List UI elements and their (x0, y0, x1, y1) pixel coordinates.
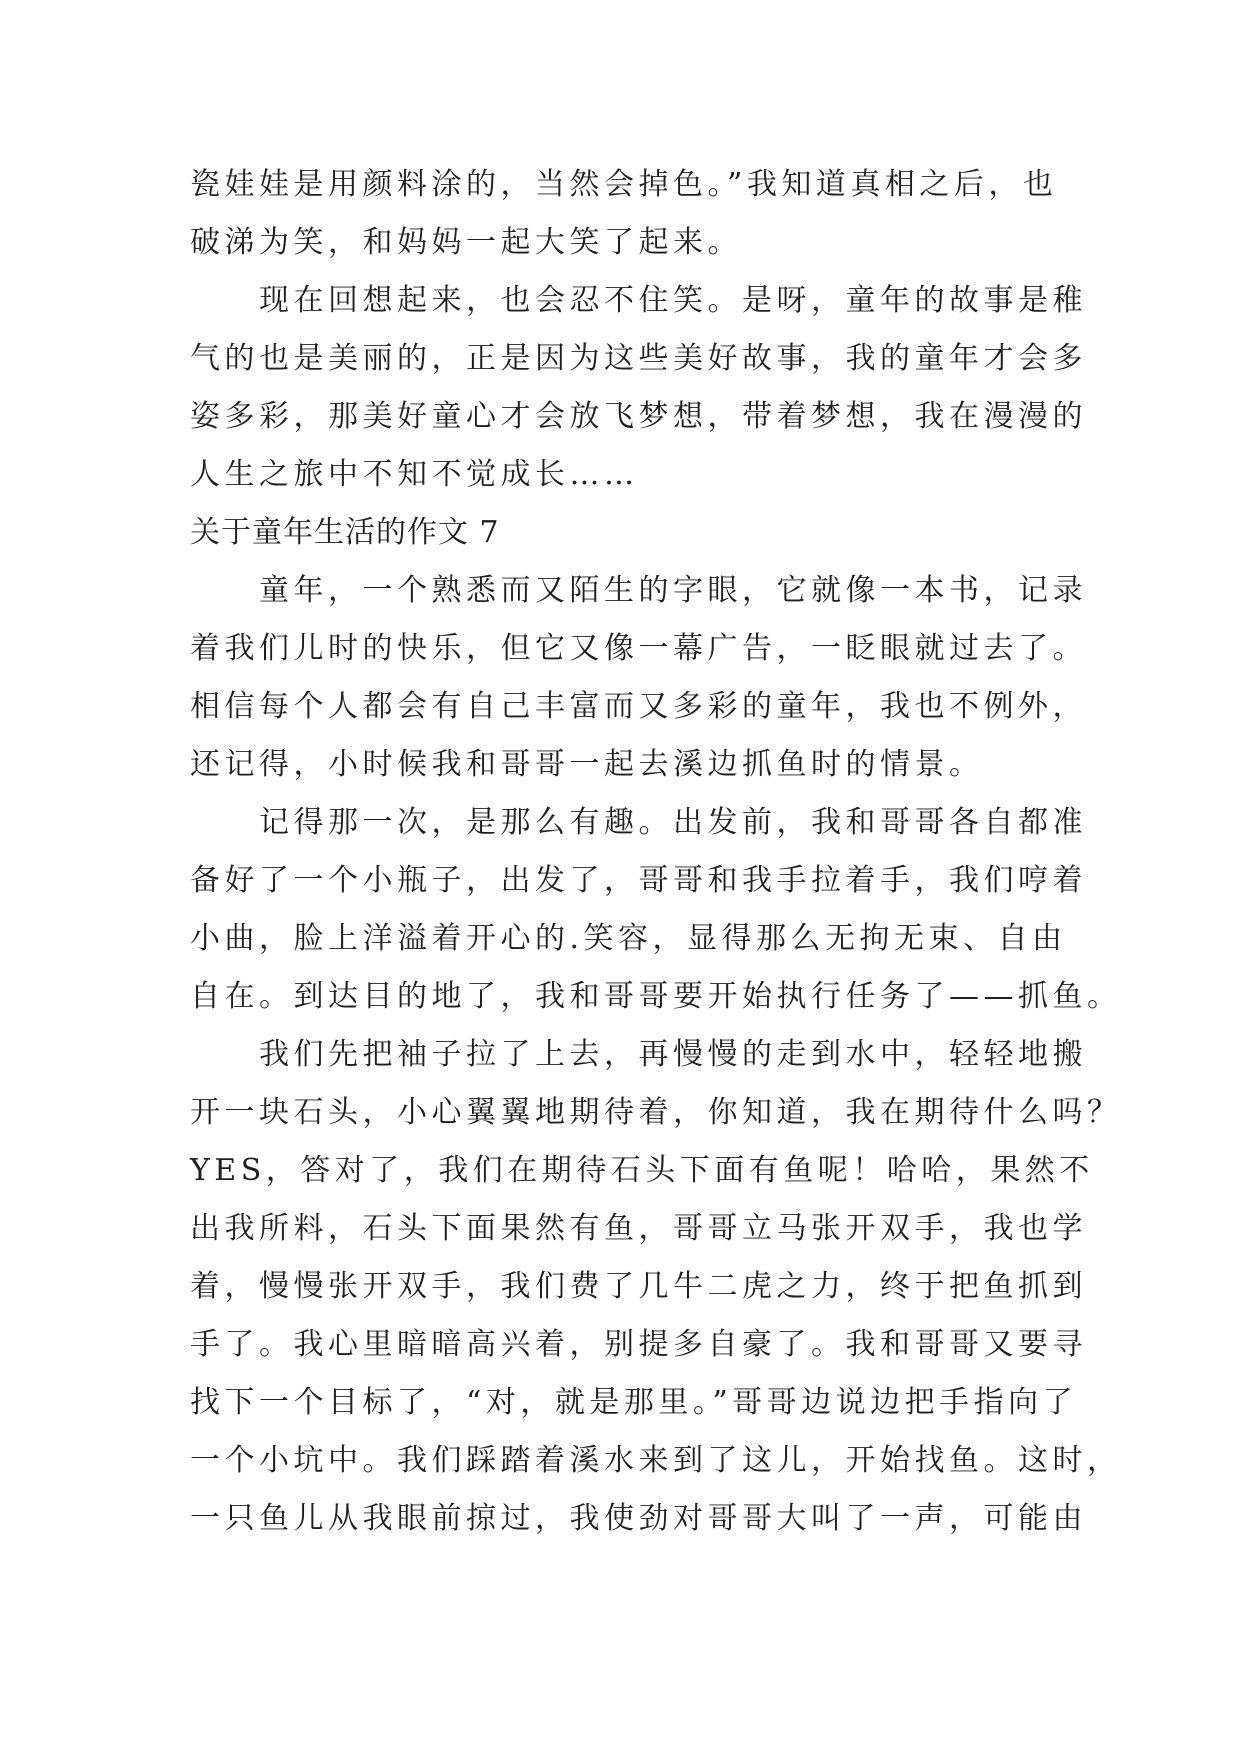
text-line: 人生之旅中不知不觉成长…… (190, 457, 639, 492)
text-line: 自在。到达目的地了，我和哥哥要开始执行任务了——抓鱼。 (190, 979, 1122, 1014)
text-line: 出我所料，石头下面果然有鱼，哥哥立马张开双手，我也学 (190, 1211, 1087, 1246)
text-line: 童年，一个熟悉而又陌生的字眼，它就像一本书，记录 (190, 573, 1087, 608)
text-line: 记得那一次，是那么有趣。出发前，我和哥哥各自都准 (190, 805, 1087, 840)
text-line: 找下一个目标了，“对，就是那里。”哥哥边说边把手指向了 (190, 1385, 1078, 1420)
text-line: 一个小坑中。我们踩踏着溪水来到了这儿，开始找鱼。这时， (190, 1443, 1122, 1478)
text-line: 我们先把袖子拉了上去，再慢慢的走到水中，轻轻地搬 (190, 1037, 1087, 1072)
text-line: 相信每个人都会有自己丰富而又多彩的童年，我也不例外， (190, 689, 1087, 724)
text-line: 手了。我心里暗暗高兴着，别提多自豪了。我和哥哥又要寻 (190, 1327, 1087, 1362)
text-line: 姿多彩，那美好童心才会放飞梦想，带着梦想，我在漫漫的 (190, 399, 1087, 434)
text-line: 开一块石头，小心翼翼地期待着，你知道，我在期待什么吗？ (190, 1095, 1122, 1130)
text-line: 小曲，脸上洋溢着开心的.笑容，显得那么无拘无束、自由 (190, 921, 1067, 956)
text-line: 现在回想起来，也会忍不住笑。是呀，童年的故事是稚 (190, 283, 1087, 318)
section-heading: 关于童年生活的作文 7 (190, 515, 500, 550)
text-line: 气的也是美丽的，正是因为这些美好故事，我的童年才会多 (190, 341, 1087, 376)
text-line: 着，慢慢张开双手，我们费了几牛二虎之力，终于把鱼抓到 (190, 1269, 1087, 1304)
text-line: 着我们儿时的快乐，但它又像一幕广告，一眨眼就过去了。 (190, 631, 1087, 666)
text-line: 破涕为笑，和妈妈一起大笑了起来。 (190, 225, 742, 260)
text-line: 还记得，小时候我和哥哥一起去溪边抓鱼时的情景。 (190, 747, 984, 782)
text-line: 瓷娃娃是用颜料涂的，当然会掉色。”我知道真相之后，也 (190, 167, 1058, 202)
text-line: YES，答对了，我们在期待石头下面有鱼呢！哈哈，果然不 (190, 1153, 1094, 1188)
text-line: 备好了一个小瓶子，出发了，哥哥和我手拉着手，我们哼着 (190, 863, 1087, 898)
text-line: 一只鱼儿从我眼前掠过，我使劲对哥哥大叫了一声，可能由 (190, 1501, 1087, 1536)
